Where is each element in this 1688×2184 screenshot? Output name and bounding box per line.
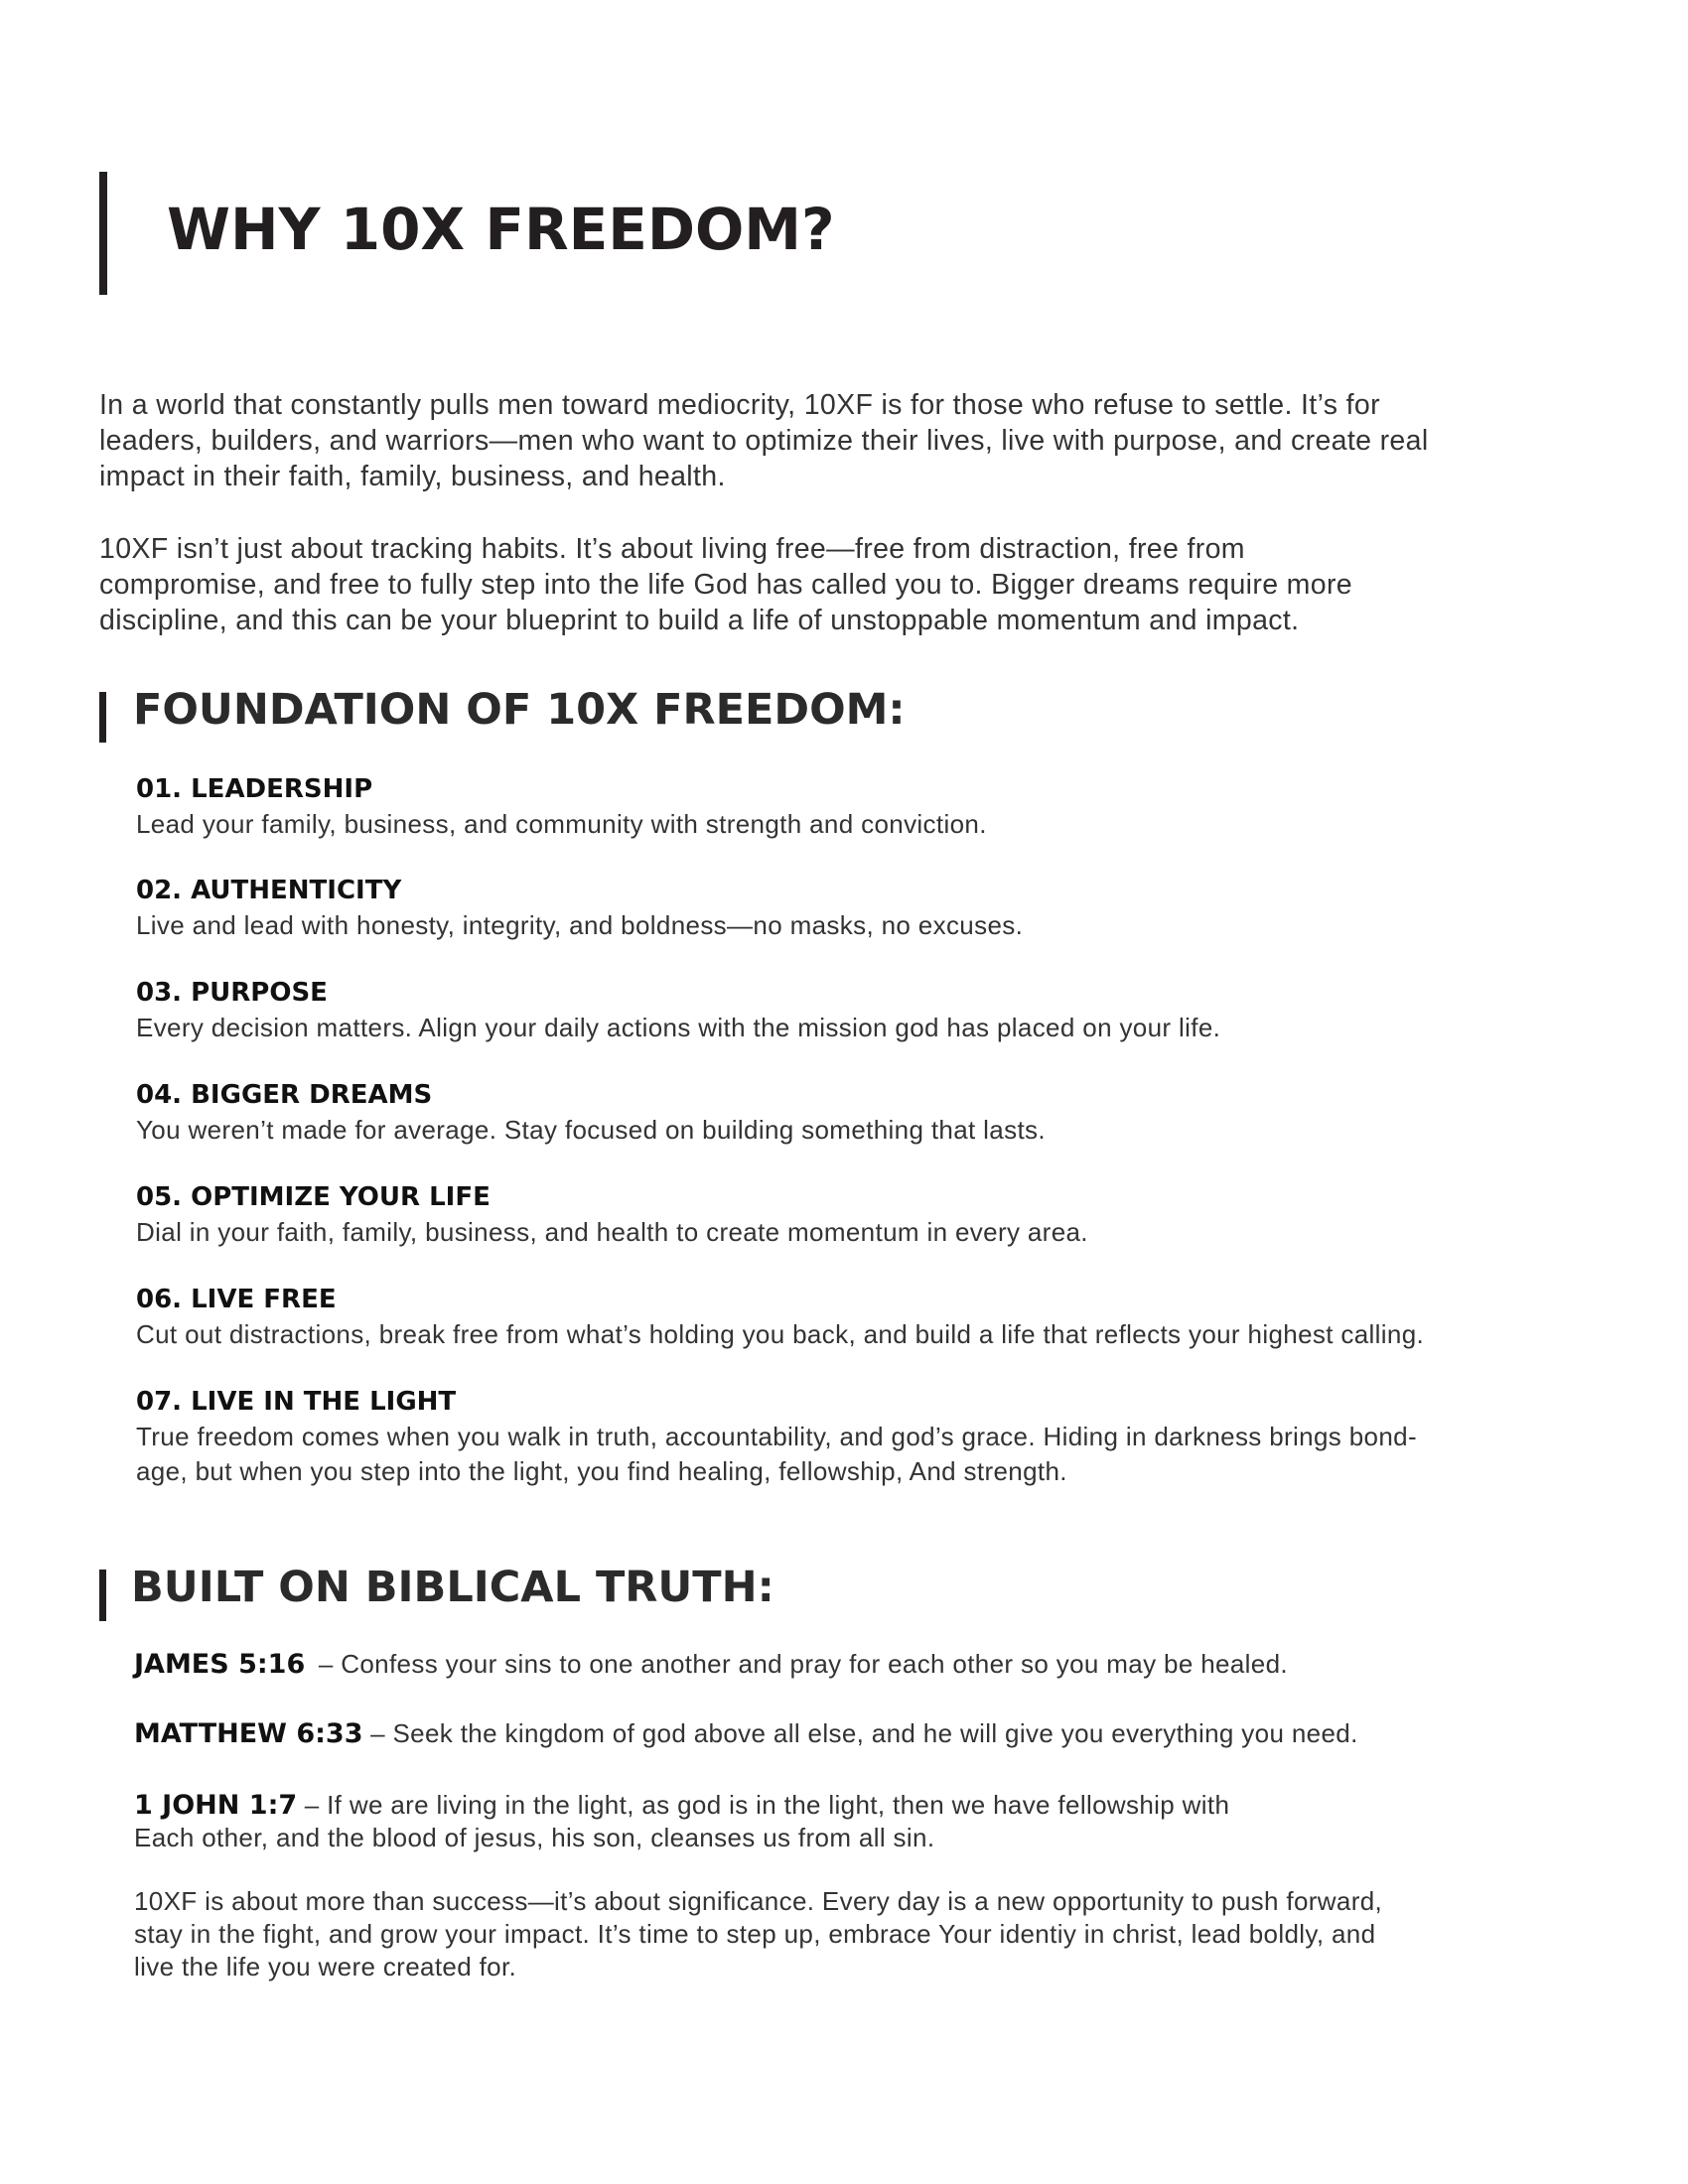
item-description: Cut out distractions, break free from what’s holding you back, and build a life that reflects your highest calling. [136, 1319, 1425, 1349]
verse-james [134, 1649, 1288, 1680]
item-title: 07. LIVE IN THE LIGHT [136, 1387, 457, 1417]
intro-line: impact in their faith, family, business, and health. [99, 461, 726, 492]
item-title: 04. BIGGER DREAMS [136, 1080, 433, 1110]
intro-line: 10XF isn’t just about tracking habits. It’s about living free—free from distraction, free from [99, 533, 1245, 565]
intro-line: leaders, builders, and warriors—men who want to optimize their lives, live with purpose, and create real [99, 425, 1429, 457]
item-title: 06. LIVE FREE [136, 1285, 337, 1314]
item-description: Lead your family, business, and community with strength and conviction. [136, 809, 987, 839]
verse-first-line [134, 1790, 1229, 1821]
item-description: True freedom comes when you walk in truth, accountability, and god’s grace. Hiding in darkness brings bond- [136, 1422, 1417, 1451]
closing-line: live the life you were created for. [134, 1952, 517, 1981]
foundation-accent-bar [99, 692, 106, 743]
item-title: 02. AUTHENTICITY [136, 876, 402, 905]
verse-text: – Confess your sins to one another and pray for each other so you may be healed. [311, 1649, 1288, 1679]
item-description: You weren’t made for average. Stay focused on building something that lasts. [136, 1115, 1046, 1145]
biblical-accent-bar [99, 1570, 106, 1621]
verse-reference: MATTHEW 6:33 [134, 1718, 363, 1749]
item-title: 05. OPTIMIZE YOUR LIFE [136, 1182, 491, 1212]
verse-text: – If we are living in the light, as god is in the light, then we have fellowship with [297, 1790, 1230, 1820]
closing-line: 10XF is about more than success—it’s about significance. Every day is a new opportunity to push forward, [134, 1886, 1383, 1916]
verse-reference: JAMES 5:16 [134, 1649, 306, 1680]
biblical-heading: BUILT ON BIBLICAL TRUTH: [131, 1563, 774, 1612]
page-title: WHY 10X FREEDOM? [167, 196, 835, 263]
verse-matthew [134, 1718, 1358, 1749]
item-title: 01. LEADERSHIP [136, 774, 373, 804]
item-description: age, but when you step into the light, you find healing, fellowship, And strength. [136, 1456, 1067, 1486]
verse-text: – Seek the kingdom of god above all else, and he will give you everything you need. [362, 1718, 1358, 1748]
item-description: Live and lead with honesty, integrity, and boldness—no masks, no excuses. [136, 910, 1024, 940]
verse-continuation: Each other, and the blood of jesus, his son, cleanses us from all sin. [134, 1823, 935, 1852]
title-accent-bar [99, 172, 107, 295]
item-description: Every decision matters. Align your daily actions with the mission god has placed on your life. [136, 1013, 1221, 1042]
item-title: 03. PURPOSE [136, 978, 328, 1008]
foundation-heading: FOUNDATION OF 10X FREEDOM: [133, 685, 906, 735]
intro-line: compromise, and free to fully step into the life God has called you to. Bigger dreams require more [99, 569, 1352, 601]
verse-reference: 1 JOHN 1:7 [134, 1790, 298, 1821]
closing-line: stay in the fight, and grow your impact. It’s time to step up, embrace Your identiy in christ, lead boldly, and [134, 1919, 1376, 1949]
intro-line: In a world that constantly pulls men toward mediocrity, 10XF is for those who refuse to settle. It’s for [99, 389, 1380, 421]
intro-line: discipline, and this can be your blueprint to build a life of unstoppable momentum and impact. [99, 605, 1300, 636]
item-description: Dial in your faith, family, business, and health to create momentum in every area. [136, 1217, 1088, 1247]
